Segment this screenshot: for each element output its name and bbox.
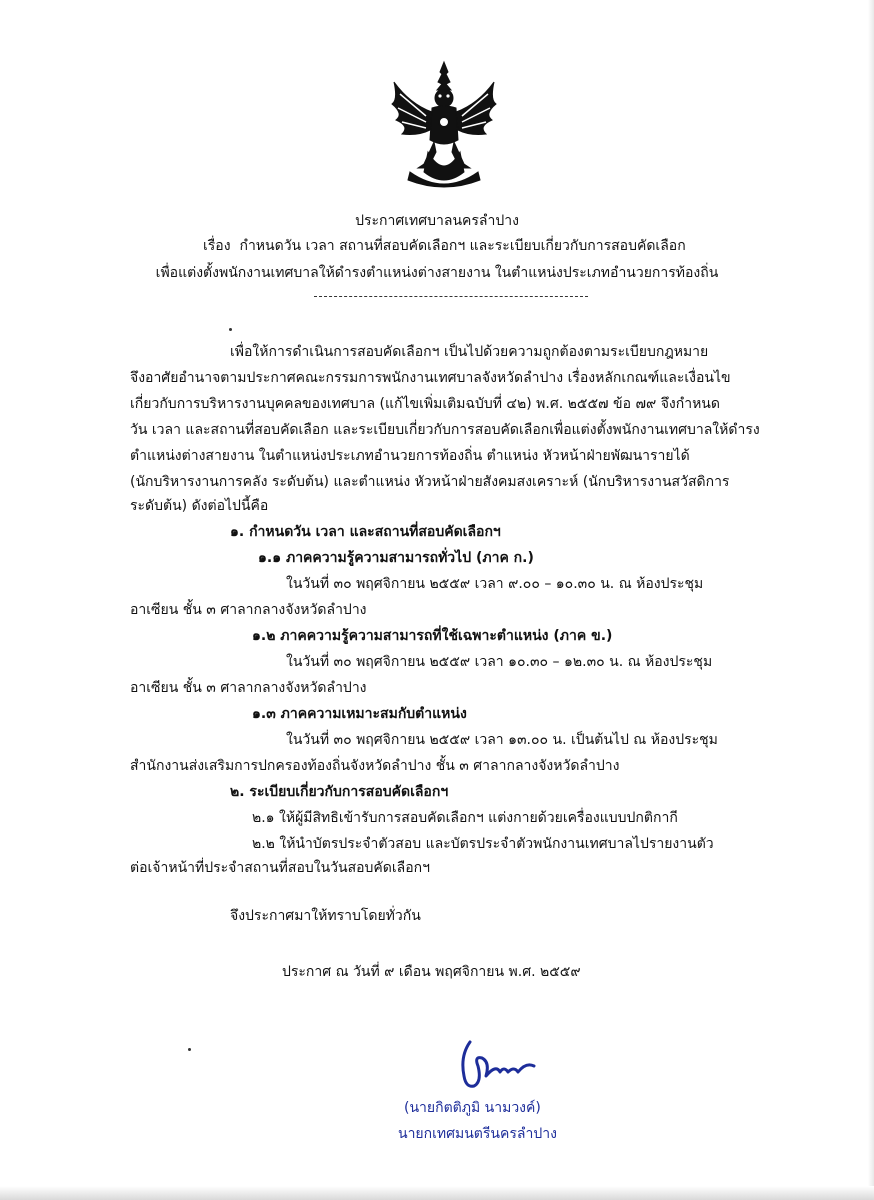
section-1-2-heading: ๑.๒ ภาคความรู้ความสามารถที่ใช้เฉพาะตำแหน่ง (ภาค ข.) — [252, 628, 613, 644]
section-1-1-line-1: ในวันที่ ๓๐ พฤศจิกายน ๒๕๕๙ เวลา ๙.๐๐ – ๑๐.๓๐ น. ณ ห้องประชุม — [286, 576, 704, 592]
section-1-3-line-1: ในวันที่ ๓๐ พฤศจิกายน ๒๕๕๙ เวลา ๑๓.๐๐ น. เป็นต้นไป ณ ห้องประชุม — [286, 732, 718, 748]
intro-line-1: เพื่อให้การดำเนินการสอบคัดเลือกฯ เป็นไปด้วยความถูกต้องตามระเบียบกฎหมาย — [230, 344, 709, 360]
subject-line — [203, 236, 686, 256]
section-2-heading: ๒. ระเบียบเกี่ยวกับการสอบคัดเลือกฯ — [230, 784, 449, 800]
intro-line-3: เกี่ยวกับการบริหารงานบุคคลของเทศบาล (แก้ไขเพิ่มเติมฉบับที่ ๔๒) พ.ศ. ๒๕๕๗ ข้อ ๗๙ จึงกำหนด — [130, 396, 720, 412]
intro-line-2: จึงอาศัยอำนาจตามประกาศคณะกรรมการพนักงานเทศบาลจังหวัดลำปาง เรื่องหลักเกณฑ์และเงื่อนไข — [130, 370, 731, 386]
subject-text: กำหนดวัน เวลา สถานที่สอบคัดเลือกฯ และระเบียบเกี่ยวกับการสอบคัดเลือก — [239, 238, 686, 254]
subject-line-2: เพื่อแต่งตั้งพนักงานเทศบาลให้ดำรงตำแหน่งต่างสายงาน ในตำแหน่งประเภทอำนวยการท้องถิ่น — [155, 265, 719, 281]
subject-label: เรื่อง — [203, 238, 231, 254]
scan-shadow-right — [868, 0, 874, 1200]
stray-mark — [229, 328, 232, 331]
section-1-heading: ๑. กำหนดวัน เวลา และสถานที่สอบคัดเลือกฯ — [230, 524, 501, 540]
intro-line-4: วัน เวลา และสถานที่สอบคัดเลือก และระเบียบเกี่ยวกับการสอบคัดเลือกเพื่อแต่งตั้งพนักงานเทศบาลให้ดำรง — [130, 422, 760, 438]
section-1-2-line-1: ในวันที่ ๓๐ พฤศจิกายน ๒๕๕๙ เวลา ๑๐.๓๐ – ๑๒.๓๐ น. ณ ห้องประชุม — [286, 654, 713, 670]
signatory-position: นายกเทศมนตรีนครลำปาง — [398, 1126, 557, 1142]
section-1-1-line-2: อาเซียน ชั้น ๓ ศาลากลางจังหวัดลำปาง — [130, 602, 367, 618]
section-2-2-line-2: ต่อเจ้าหน้าที่ประจำสถานที่สอบในวันสอบคัดเลือกฯ — [130, 860, 430, 876]
garuda-emblem-icon — [388, 60, 500, 196]
handwritten-signature-icon — [456, 1036, 566, 1096]
section-1-3-line-2: สำนักงานส่งเสริมการปกครองท้องถิ่นจังหวัดลำปาง ชั้น ๓ ศาลากลางจังหวัดลำปาง — [130, 758, 620, 774]
section-1-1-heading: ๑.๑ ภาคความรู้ความสามารถทั่วไป (ภาค ก.) — [258, 550, 534, 566]
scan-shadow-bottom — [0, 1186, 874, 1200]
section-1-2-line-2: อาเซียน ชั้น ๓ ศาลากลางจังหวัดลำปาง — [130, 680, 367, 696]
intro-line-5: ตำแหน่งต่างสายงาน ในตำแหน่งประเภทอำนวยการท้องถิ่น ตำแหน่ง หัวหน้าฝ่ายพัฒนารายได้ — [130, 448, 690, 464]
closing-announce: จึงประกาศมาให้ทราบโดยทั่วกัน — [230, 908, 421, 924]
announcement-title: ประกาศเทศบาลนครลำปาง — [355, 213, 519, 229]
intro-line-6: (นักบริหารงานการคลัง ระดับต้น) และตำแหน่ง หัวหน้าฝ่ายสังคมสงเคราะห์ (นักบริหารงานสวัสดิการ — [130, 474, 730, 490]
closing-date-line: ประกาศ ณ วันที่ ๙ เดือน พฤศจิกายน พ.ศ. ๒๕๕๙ — [282, 964, 581, 980]
section-2-1-line: ๒.๑ ให้ผู้มีสิทธิเข้ารับการสอบคัดเลือกฯ แต่งกายด้วยเครื่องแบบปกติกากี — [252, 810, 678, 826]
section-1-3-heading: ๑.๓ ภาคความเหมาะสมกับตำแหน่ง — [252, 706, 467, 722]
signatory-name: (นายกิตติภูมิ นามวงค์) — [404, 1100, 541, 1116]
section-2-2-line-1: ๒.๒ ให้นำบัตรประจำตัวสอบ และบัตรประจำตัวพนักงานเทศบาลไปรายงานตัว — [252, 836, 714, 852]
stray-mark — [188, 1048, 191, 1051]
intro-line-7: ระดับต้น) ดังต่อไปนี้คือ — [130, 498, 269, 514]
header-divider — [314, 296, 588, 297]
